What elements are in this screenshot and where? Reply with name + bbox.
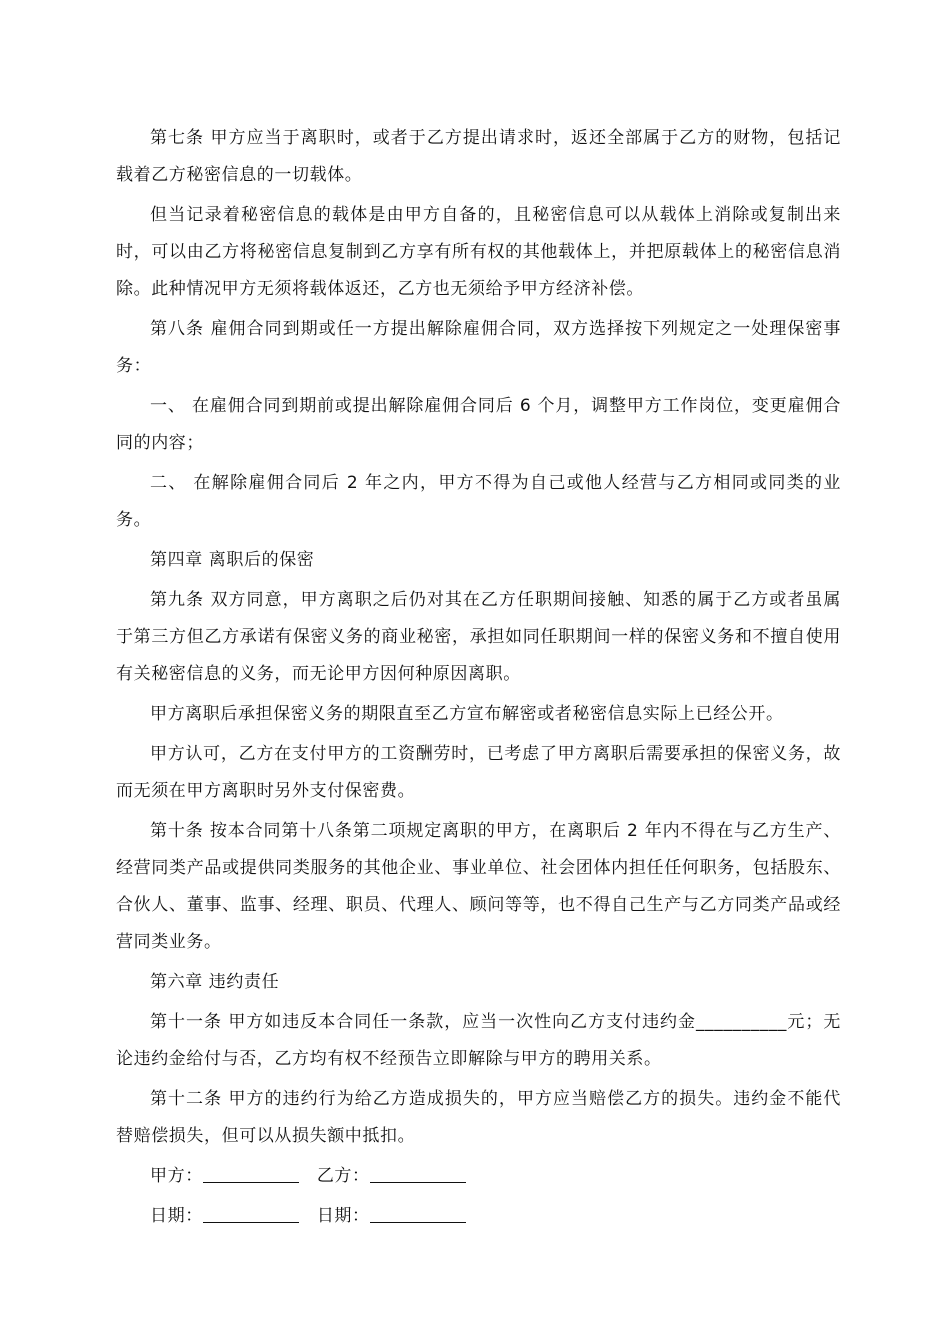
date-row (116, 1198, 841, 1235)
date-b-label: 日期： (316, 1206, 370, 1226)
date-a-label: 日期： (150, 1206, 203, 1226)
party-a-label: 甲方： (150, 1166, 203, 1186)
article-9-term: 甲方离职后承担保密义务的期限直至乙方宣布解密或者秘密信息实际上已经公开。 (150, 704, 784, 724)
article-8-item-2: 二、 在解除雇佣合同后 2 年之内，甲方不得为自己或他人经营与乙方相同或同类的业务。 (116, 473, 841, 530)
article-9-acknowledgement: 甲方认可，乙方在支付甲方的工资酬劳时，已考虑了甲方离职后需要承担的保密义务，故而无须在甲方离职时另外支付保密费。 (116, 744, 841, 801)
article-8: 第八条 雇佣合同到期或任一方提出解除雇佣合同，双方选择按下列规定之一处理保密事务： (116, 319, 841, 376)
article-8-item-1: 一、 在雇佣合同到期前或提出解除雇佣合同后 6 个月，调整甲方工作岗位，变更雇佣合同的内容； (116, 396, 841, 453)
article-7-detail: 但当记录着秘密信息的载体是由甲方自备的，且秘密信息可以从载体上消除或复制出来时，可以由乙方将秘密信息复制到乙方享有所有权的其他载体上，并把原载体上的秘密信息消除。此种情况甲方无须将载体返还，乙方也无须给予甲方经济补偿。 (116, 205, 841, 299)
chapter-4-heading: 第四章 离职后的保密 (150, 550, 315, 570)
article-11: 第十一条 甲方如违反本合同任一条款，应当一次性向乙方支付违约金__________元；无论违约金给付与否，乙方均有权不经预告立即解除与甲方的聘用关系。 (116, 1012, 841, 1069)
party-b-signature-blank[interactable] (370, 1160, 466, 1183)
date-b-blank[interactable] (370, 1200, 466, 1223)
article-10: 第十条 按本合同第十八条第二项规定离职的甲方，在离职后 2 年内不得在与乙方生产、经营同类产品或提供同类服务的其他企业、事业单位、社会团体内担任任何职务，包括股东、合伙人、董事、监事、经理、职员、代理人、顾问等等，也不得自己生产与乙方同类产品或经营同类业务。 (116, 821, 841, 952)
date-a-blank[interactable] (203, 1200, 299, 1223)
chapter-6-heading: 第六章 违约责任 (150, 972, 280, 992)
document-page (116, 120, 841, 1238)
signature-row (116, 1158, 841, 1195)
party-a-signature-blank[interactable] (203, 1160, 299, 1183)
party-b-label: 乙方： (316, 1166, 370, 1186)
article-9: 第九条 双方同意，甲方离职之后仍对其在乙方任职期间接触、知悉的属于乙方或者虽属于第三方但乙方承诺有保密义务的商业秘密，承担如同任职期间一样的保密义务和不擅自使用有关秘密信息的义务，而无论甲方因何种原因离职。 (116, 590, 841, 684)
article-7: 第七条 甲方应当于离职时，或者于乙方提出请求时，返还全部属于乙方的财物，包括记载着乙方秘密信息的一切载体。 (116, 128, 841, 185)
article-12: 第十二条 甲方的违约行为给乙方造成损失的，甲方应当赔偿乙方的损失。违约金不能代替赔偿损失，但可以从损失额中抵扣。 (116, 1089, 841, 1146)
